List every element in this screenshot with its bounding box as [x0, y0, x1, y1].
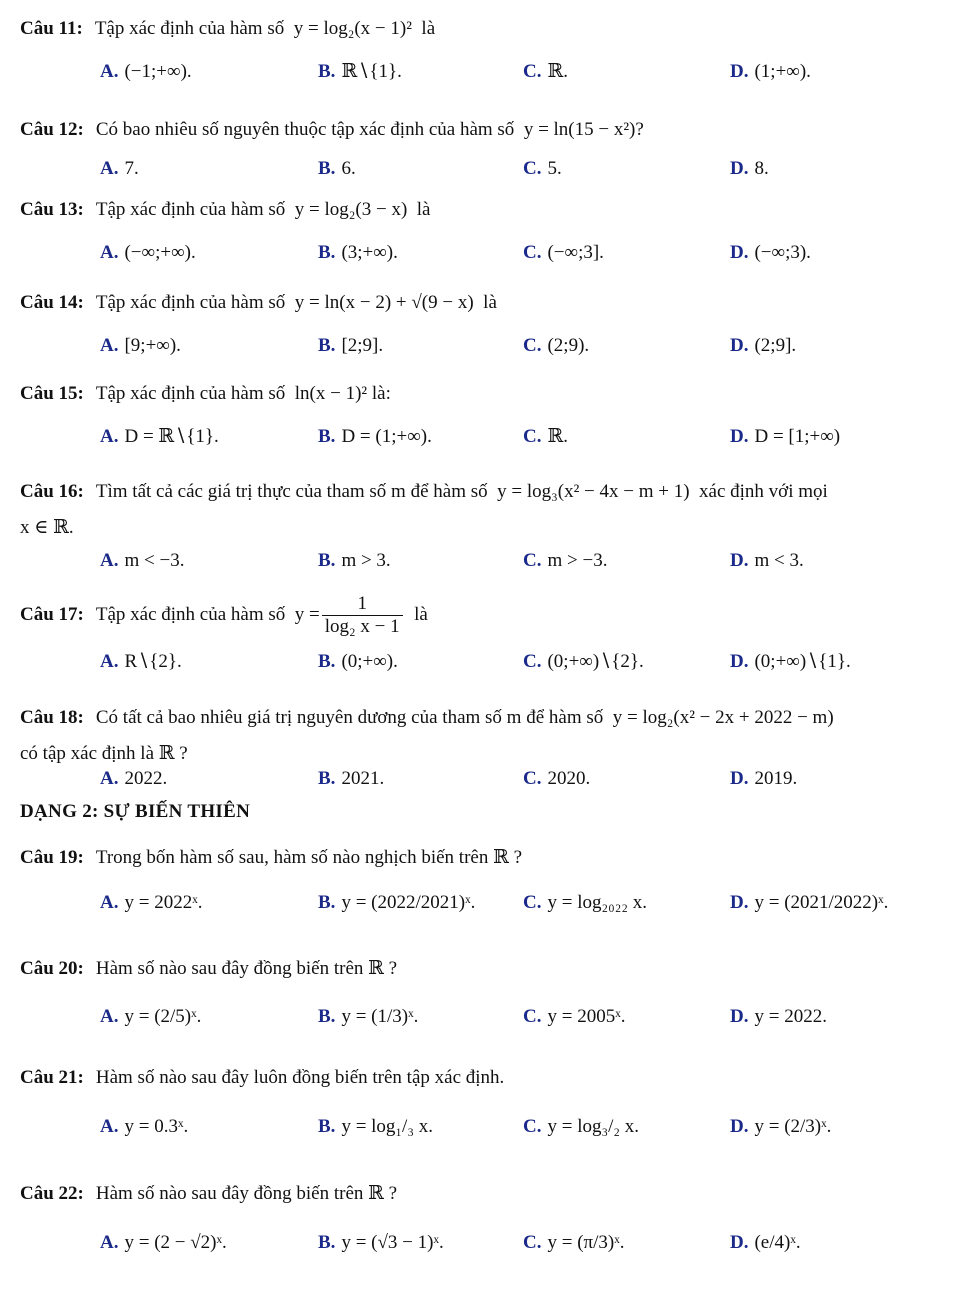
option-c[interactable] — [523, 1002, 625, 1032]
option-b[interactable] — [318, 1228, 444, 1258]
option-b[interactable] — [318, 1002, 418, 1032]
option-label: D. — [730, 1006, 749, 1027]
option-text: 2021. — [341, 768, 385, 789]
option-c[interactable] — [523, 888, 647, 918]
option-d[interactable] — [730, 1112, 831, 1142]
question-continuation: có tập xác định là ℝ ? — [20, 743, 188, 764]
question-formula: y = log₂(3 − x) — [294, 199, 408, 220]
option-label: A. — [100, 335, 119, 356]
option-label: D. — [730, 892, 749, 913]
option-d[interactable] — [730, 57, 811, 87]
option-label: B. — [318, 550, 336, 571]
question-formula: y = ln(15 − x²) — [523, 119, 636, 140]
option-text: y = 0.3ˣ. — [124, 1116, 189, 1137]
question-tail: ? — [635, 119, 644, 140]
option-text: ℝ∖{1}. — [341, 61, 402, 82]
question-tail: là — [416, 199, 431, 220]
question-stem: Trong bốn hàm số sau, hàm số nào nghịch biến trên ℝ ? — [95, 847, 523, 868]
question-21 — [20, 1066, 945, 1137]
option-text: ℝ. — [547, 61, 569, 82]
option-text: y = (2022/2021)ˣ. — [341, 892, 476, 913]
option-text: 7. — [124, 158, 139, 179]
question-continuation: x ∈ ℝ. — [20, 517, 74, 538]
option-c[interactable] — [523, 647, 644, 677]
option-label: D. — [730, 550, 749, 571]
option-text: (−∞;3). — [754, 242, 811, 263]
fraction — [322, 593, 403, 638]
question-stem: Tìm tất cả các giá trị thực của tham số m để hàm số — [95, 481, 488, 502]
option-label: A. — [100, 892, 119, 913]
option-label: B. — [318, 768, 336, 789]
option-c[interactable] — [523, 546, 607, 576]
option-label: A. — [100, 158, 119, 179]
option-text: y = log₃/₂ x. — [547, 1116, 640, 1137]
option-c[interactable] — [523, 1112, 639, 1142]
question-number: Câu 22: — [20, 1183, 84, 1204]
option-d[interactable] — [730, 422, 840, 452]
option-text: y = 2005ˣ. — [547, 1006, 626, 1027]
option-a[interactable] — [100, 154, 139, 184]
option-label: B. — [318, 892, 336, 913]
option-label: A. — [100, 61, 119, 82]
question-formula: y = log₂(x − 1)² — [293, 18, 412, 39]
option-text: ℝ. — [547, 426, 569, 447]
option-d[interactable] — [730, 1228, 801, 1258]
option-label: B. — [318, 158, 336, 179]
option-b[interactable] — [318, 154, 356, 184]
option-label: B. — [318, 1116, 336, 1137]
option-text: (e/4)ˣ. — [754, 1232, 801, 1253]
option-b[interactable] — [318, 647, 398, 677]
option-text: 2020. — [547, 768, 591, 789]
question-stem: Tập xác định của hàm số — [95, 383, 286, 404]
option-text: y = log₁/₃ x. — [341, 1116, 433, 1137]
option-label: D. — [730, 242, 749, 263]
option-a[interactable] — [100, 1002, 201, 1032]
option-d[interactable] — [730, 1002, 827, 1032]
option-a[interactable] — [100, 238, 196, 268]
question-number: Câu 17: — [20, 604, 84, 625]
option-text: y = (1/3)ˣ. — [341, 1006, 419, 1027]
option-b[interactable] — [318, 57, 402, 87]
option-label: B. — [318, 61, 336, 82]
question-formula-prefix: y = — [294, 604, 320, 625]
option-label: A. — [100, 1232, 119, 1253]
fraction-denominator: log₂ x − 1 — [324, 616, 400, 638]
option-label: C. — [523, 61, 542, 82]
option-b[interactable] — [318, 422, 432, 452]
option-d[interactable] — [730, 764, 797, 794]
option-text: 6. — [341, 158, 356, 179]
option-label: D. — [730, 1232, 749, 1253]
option-text: 8. — [754, 158, 769, 179]
option-c[interactable] — [523, 238, 604, 268]
option-text: 2019. — [754, 768, 798, 789]
option-label: D. — [730, 61, 749, 82]
option-label: D. — [730, 426, 749, 447]
question-number: Câu 13: — [20, 199, 84, 220]
question-13 — [20, 198, 945, 263]
option-a[interactable] — [100, 764, 167, 794]
question-tail: là — [421, 18, 436, 39]
question-number: Câu 21: — [20, 1067, 84, 1088]
option-label: A. — [100, 426, 119, 447]
question-tail: là — [483, 292, 497, 313]
option-c[interactable] — [523, 764, 590, 794]
question-number: Câu 11: — [20, 18, 83, 39]
question-number: Câu 14: — [20, 292, 84, 313]
option-text: [2;9]. — [341, 335, 384, 356]
option-text: m > −3. — [547, 550, 608, 571]
question-stem: Có bao nhiêu số nguyên thuộc tập xác định của hàm số — [95, 119, 515, 140]
option-label: B. — [318, 1232, 336, 1253]
option-text: (0;+∞). — [341, 651, 398, 672]
question-number: Câu 18: — [20, 707, 84, 728]
question-number: Câu 15: — [20, 383, 84, 404]
option-text: (2;9). — [547, 335, 590, 356]
option-text: (0;+∞)∖{1}. — [754, 651, 851, 672]
option-b[interactable] — [318, 546, 391, 576]
option-a[interactable] — [100, 57, 192, 87]
option-text: (0;+∞)∖{2}. — [547, 651, 644, 672]
option-label: C. — [523, 335, 542, 356]
option-text: m < −3. — [124, 550, 185, 571]
option-c[interactable] — [523, 422, 568, 452]
question-17 — [20, 592, 945, 672]
option-a[interactable] — [100, 422, 219, 452]
option-a[interactable] — [100, 546, 184, 576]
option-text: (−∞;+∞). — [124, 242, 196, 263]
question-16 — [20, 480, 945, 571]
section-heading: DẠNG 2: SỰ BIẾN THIÊN — [20, 801, 251, 822]
question-14 — [20, 291, 945, 356]
question-tail: là: — [371, 383, 391, 404]
option-label: D. — [730, 335, 749, 356]
option-b[interactable] — [318, 331, 383, 361]
option-a[interactable] — [100, 647, 182, 677]
option-text: y = (2 − √2)ˣ. — [124, 1232, 227, 1253]
question-formula: y = log₂(x² − 2x + 2022 − m) — [612, 707, 834, 728]
option-text: (−1;+∞). — [124, 61, 192, 82]
option-label: C. — [523, 1006, 542, 1027]
option-d[interactable] — [730, 888, 888, 918]
option-label: A. — [100, 768, 119, 789]
option-label: B. — [318, 651, 336, 672]
option-text: y = log₂₀₂₂ x. — [547, 892, 647, 913]
option-label: C. — [523, 158, 542, 179]
option-text: y = (π/3)ˣ. — [547, 1232, 625, 1253]
option-b[interactable] — [318, 1112, 433, 1142]
option-label: A. — [100, 242, 119, 263]
option-text: m < 3. — [754, 550, 804, 571]
option-text: (−∞;3]. — [547, 242, 604, 263]
question-stem: Hàm số nào sau đây đồng biến trên ℝ ? — [95, 958, 398, 979]
option-c[interactable] — [523, 154, 562, 184]
option-label: B. — [318, 1006, 336, 1027]
option-d[interactable] — [730, 154, 769, 184]
option-label: D. — [730, 651, 749, 672]
option-d[interactable] — [730, 238, 811, 268]
option-text: y = 2022. — [754, 1006, 827, 1027]
question-stem: Tập xác định của hàm số — [95, 604, 286, 625]
option-label: A. — [100, 550, 119, 571]
option-d[interactable] — [730, 647, 851, 677]
option-text: y = (2/3)ˣ. — [754, 1116, 832, 1137]
question-tail: xác định với mọi — [699, 481, 828, 502]
option-b[interactable] — [318, 238, 398, 268]
option-text: y = (√3 − 1)ˣ. — [341, 1232, 444, 1253]
option-a[interactable] — [100, 1228, 227, 1258]
option-label: C. — [523, 550, 542, 571]
option-label: C. — [523, 892, 542, 913]
question-stem: Tập xác định của hàm số — [95, 292, 286, 313]
option-label: C. — [523, 426, 542, 447]
question-tail: là — [414, 604, 428, 625]
question-number: Câu 20: — [20, 958, 84, 979]
option-label: B. — [318, 335, 336, 356]
option-c[interactable] — [523, 57, 568, 87]
option-text: y = (2021/2022)ˣ. — [754, 892, 889, 913]
question-stem: Hàm số nào sau đây luôn đồng biến trên tập xác định. — [95, 1067, 505, 1088]
question-stem: Hàm số nào sau đây đồng biến trên ℝ ? — [95, 1183, 398, 1204]
question-11 — [20, 17, 945, 82]
question-number: Câu 19: — [20, 847, 84, 868]
option-text: D = [1;+∞) — [754, 426, 841, 447]
option-text: D = (1;+∞). — [341, 426, 432, 447]
option-text: y = (2/5)ˣ. — [124, 1006, 202, 1027]
option-d[interactable] — [730, 331, 796, 361]
question-number: Câu 16: — [20, 481, 84, 502]
question-number: Câu 12: — [20, 119, 84, 140]
option-label: A. — [100, 1006, 119, 1027]
option-text: m > 3. — [341, 550, 391, 571]
option-b[interactable] — [318, 764, 384, 794]
question-formula: y = ln(x − 2) + √(9 − x) — [294, 292, 474, 313]
option-c[interactable] — [523, 1228, 624, 1258]
question-18 — [20, 706, 945, 789]
option-label: A. — [100, 1116, 119, 1137]
question-stem: Có tất cả bao nhiêu giá trị nguyên dương của tham số m để hàm số — [95, 707, 604, 728]
option-label: B. — [318, 426, 336, 447]
question-formula: ln(x − 1)² — [294, 383, 368, 404]
option-label: D. — [730, 768, 749, 789]
question-19 — [20, 846, 945, 913]
option-text: D = ℝ∖{1}. — [124, 426, 219, 447]
option-b[interactable] — [318, 888, 475, 918]
option-d[interactable] — [730, 546, 804, 576]
question-22 — [20, 1182, 945, 1253]
option-label: C. — [523, 242, 542, 263]
question-stem: Tập xác định của hàm số — [94, 18, 285, 39]
option-a[interactable] — [100, 1112, 188, 1142]
question-stem: Tập xác định của hàm số — [95, 199, 286, 220]
option-label: D. — [730, 1116, 749, 1137]
option-text: [9;+∞). — [124, 335, 181, 356]
option-text: y = 2022ˣ. — [124, 892, 203, 913]
option-text: (2;9]. — [754, 335, 797, 356]
option-text: 5. — [547, 158, 562, 179]
option-label: B. — [318, 242, 336, 263]
option-text: (3;+∞). — [341, 242, 398, 263]
question-formula: y = log₃(x² − 4x − m + 1) — [497, 481, 690, 502]
option-label: C. — [523, 1232, 542, 1253]
option-label: C. — [523, 1116, 542, 1137]
question-20 — [20, 957, 945, 1027]
fraction-numerator: 1 — [322, 593, 403, 616]
option-text: (1;+∞). — [754, 61, 811, 82]
option-a[interactable] — [100, 888, 202, 918]
option-a[interactable] — [100, 331, 181, 361]
option-text: 2022. — [124, 768, 168, 789]
option-label: C. — [523, 768, 542, 789]
option-label: D. — [730, 158, 749, 179]
option-c[interactable] — [523, 331, 589, 361]
question-15 — [20, 382, 945, 447]
option-text: R∖{2}. — [124, 651, 182, 672]
option-label: A. — [100, 651, 119, 672]
option-label: C. — [523, 651, 542, 672]
question-12 — [20, 118, 945, 179]
